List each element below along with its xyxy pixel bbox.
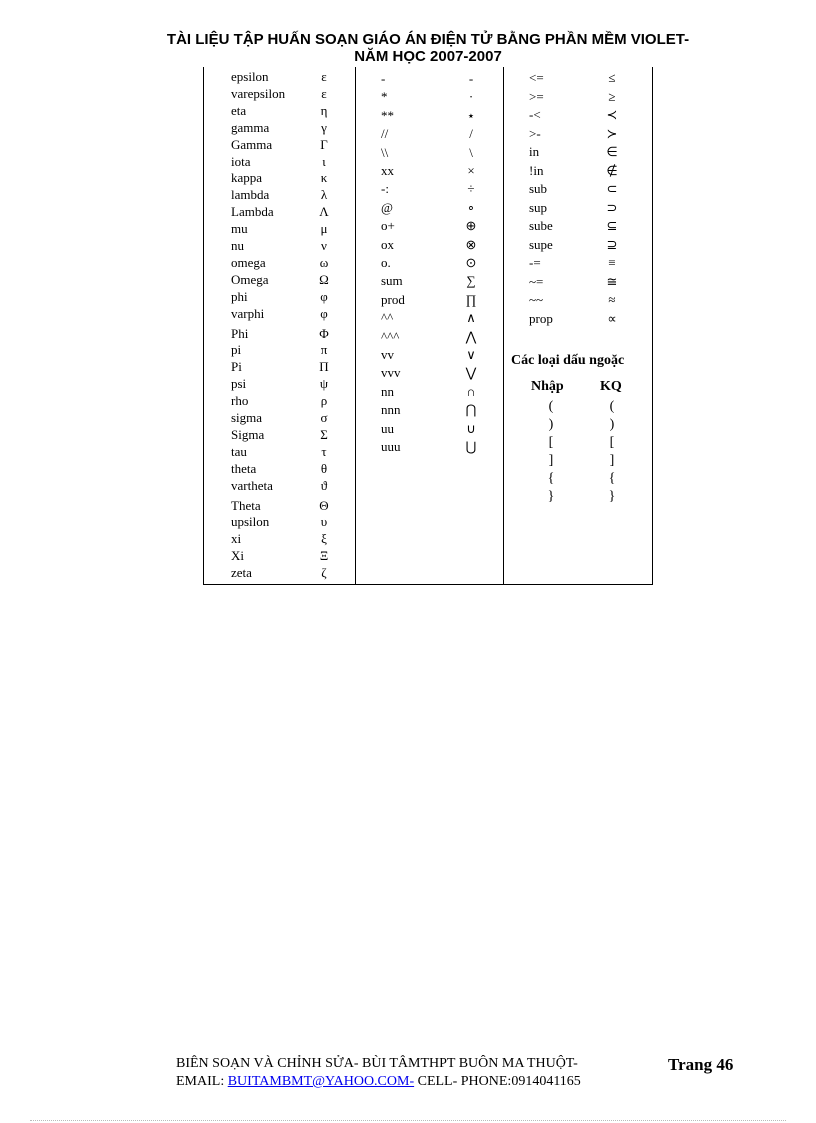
symbol-input: -< — [529, 107, 541, 122]
symbol-input: epsilon — [231, 69, 269, 84]
brackets-title: Các loại dấu ngoặc — [511, 353, 625, 368]
symbol-row — [231, 497, 329, 514]
brackets-result-header: KQ — [600, 379, 622, 394]
bracket-result: } — [608, 489, 616, 504]
symbol-output: γ — [321, 119, 327, 135]
symbol-output: ω — [319, 254, 329, 270]
symbol-output: ξ — [321, 531, 327, 547]
footer-email-link[interactable]: BUITAMBMT@YAHOO.COM- — [227, 1074, 415, 1089]
symbol-output: ⊆ — [606, 218, 618, 233]
symbol-output: ∨ — [466, 347, 476, 362]
bracket-result: ( — [609, 399, 615, 414]
column-divider — [355, 67, 356, 584]
symbol-row — [529, 255, 616, 271]
symbol-row — [381, 71, 474, 87]
symbol-row — [381, 89, 474, 105]
symbol-input: theta — [231, 460, 257, 476]
symbol-output: · — [468, 89, 474, 105]
symbol-output: Ξ — [319, 548, 329, 564]
symbol-row — [231, 426, 328, 443]
symbol-row — [231, 325, 329, 342]
symbol-row — [231, 514, 328, 530]
bracket-result: { — [608, 471, 616, 486]
symbol-output: ≡ — [608, 255, 616, 270]
symbol-output: μ — [320, 221, 328, 237]
symbol-input: xx — [381, 163, 394, 178]
page-number: Trang 46 — [668, 1055, 734, 1074]
symbol-output: ⋆ — [466, 107, 476, 123]
symbol-output: ∏ — [465, 291, 477, 307]
symbol-row — [231, 477, 328, 494]
bracket-input: ) — [548, 417, 554, 432]
page-footer — [176, 1055, 581, 1091]
symbol-output: ∑ — [466, 273, 476, 289]
bracket-input: ( — [548, 399, 554, 414]
symbol-input: ~= — [529, 273, 544, 289]
footer-author: BIÊN SOẠN VÀ CHỈNH SỬA- BÙI TÂMTHPT BUÔN MA THUỘT- — [176, 1056, 578, 1071]
symbol-output: φ — [320, 305, 328, 321]
symbol-row — [529, 218, 618, 234]
symbol-input: upsilon — [231, 514, 270, 530]
symbol-output: κ — [320, 170, 328, 186]
symbol-input: sum — [381, 273, 403, 289]
symbol-output: ν — [321, 238, 327, 253]
symbol-row — [381, 310, 476, 326]
symbol-input: prop — [529, 310, 553, 326]
symbol-row — [381, 163, 475, 179]
symbol-row — [231, 342, 328, 358]
symbol-input: - — [381, 71, 386, 86]
symbol-input: kappa — [231, 170, 263, 186]
symbol-output: ∉ — [606, 162, 618, 178]
symbol-output: ρ — [320, 393, 328, 409]
symbol-input: vv — [381, 347, 394, 362]
symbol-row — [231, 443, 327, 460]
symbol-row — [231, 288, 328, 305]
symbol-output: ⋁ — [465, 365, 477, 381]
symbol-table — [203, 67, 653, 585]
symbol-input: o+ — [381, 218, 395, 234]
symbol-output: Θ — [319, 497, 329, 513]
symbol-row — [231, 102, 328, 119]
symbol-row — [381, 181, 475, 197]
symbol-input: Pi — [231, 359, 242, 375]
symbol-row — [381, 291, 477, 308]
symbol-input: ^^ — [381, 310, 394, 326]
symbol-output: η — [320, 102, 328, 118]
symbol-input: psi — [231, 376, 247, 392]
symbol-input: mu — [231, 221, 248, 237]
symbol-row — [231, 359, 329, 375]
symbol-input: sup — [529, 199, 548, 215]
symbol-output: ⊕ — [465, 218, 477, 234]
symbol-output: × — [467, 163, 475, 178]
symbol-input: xi — [231, 531, 242, 547]
symbol-output: ⊗ — [465, 236, 477, 252]
symbol-row — [529, 236, 618, 253]
symbol-output: \ — [469, 144, 473, 160]
symbol-output: ∈ — [606, 144, 618, 159]
symbol-output: Γ — [320, 136, 328, 152]
symbol-input: -= — [529, 255, 541, 270]
symbol-output: ≥ — [608, 88, 616, 104]
symbol-row — [381, 420, 476, 437]
symbol-row — [529, 292, 616, 308]
symbol-row — [529, 70, 616, 86]
symbol-output: ζ — [321, 565, 327, 581]
symbol-output: Λ — [319, 204, 329, 220]
symbol-input: !in — [529, 162, 544, 178]
symbol-row — [529, 310, 617, 327]
bracket-result: ] — [609, 453, 615, 468]
symbol-input: // — [381, 126, 389, 142]
symbol-output: ≺ — [606, 107, 618, 122]
symbol-row — [529, 125, 618, 142]
symbol-input: prod — [381, 291, 405, 307]
symbol-input: tau — [231, 443, 247, 459]
symbol-row — [231, 221, 328, 237]
page-bottom-divider — [30, 1120, 786, 1121]
bracket-input: ] — [548, 453, 554, 468]
symbol-input: >- — [529, 125, 541, 141]
symbol-input: Phi — [231, 325, 249, 341]
symbol-output: ≅ — [606, 273, 618, 289]
brackets-input-header: Nhập — [531, 379, 564, 394]
symbol-output: ≤ — [608, 70, 616, 85]
symbol-input: vartheta — [231, 477, 273, 493]
symbol-row — [231, 548, 329, 564]
bracket-result: [ — [609, 435, 615, 450]
symbol-row — [529, 107, 618, 123]
header-line-1: TÀI LIỆU TẬP HUẤN SOẠN GIÁO ÁN ĐIỆN TỬ BẰNG PHẦN MỀM VIOLET- — [166, 31, 690, 48]
symbol-row — [231, 531, 327, 547]
header-line-2: NĂM HỌC 2007-2007 — [354, 48, 502, 65]
symbol-output: / — [469, 126, 473, 142]
symbol-output: ∧ — [466, 310, 476, 326]
symbol-output: π — [320, 342, 328, 358]
symbol-row — [231, 85, 327, 102]
bracket-result: ) — [609, 417, 615, 432]
symbol-output: ∪ — [466, 420, 476, 436]
symbol-row — [381, 144, 473, 161]
symbol-row — [529, 199, 618, 216]
symbol-input: Sigma — [231, 426, 265, 442]
symbol-row — [529, 144, 618, 160]
symbol-input: sub — [529, 181, 548, 196]
symbol-row — [381, 383, 476, 400]
symbol-row — [231, 153, 326, 170]
symbol-input: varepsilon — [231, 85, 286, 101]
symbol-input: lambda — [231, 187, 270, 203]
symbol-row — [381, 126, 473, 142]
symbol-row — [231, 119, 327, 136]
symbol-input: phi — [231, 288, 248, 304]
symbol-input: @ — [381, 199, 393, 215]
symbol-row — [529, 273, 618, 290]
symbol-output: ε — [321, 69, 327, 84]
symbol-input: Xi — [231, 548, 244, 564]
symbol-output: ⊇ — [606, 236, 618, 252]
symbol-output: ψ — [319, 376, 329, 392]
symbol-output: ∝ — [607, 310, 617, 326]
symbol-row — [381, 218, 477, 234]
symbol-output: σ — [320, 410, 328, 425]
symbol-output: ι — [322, 153, 326, 169]
symbol-output: λ — [320, 187, 328, 203]
symbol-input: gamma — [231, 119, 270, 135]
symbol-input: Lambda — [231, 204, 274, 220]
symbol-input: ^^^ — [381, 328, 400, 344]
symbol-output: ⋃ — [465, 439, 477, 454]
symbol-output: φ — [320, 288, 328, 304]
symbol-input: zeta — [231, 565, 252, 581]
bracket-input: } — [547, 489, 555, 504]
symbol-input: ~~ — [529, 292, 544, 307]
symbol-output: Φ — [319, 325, 329, 341]
column-divider — [503, 67, 504, 584]
symbol-input: iota — [231, 153, 251, 169]
symbol-row — [381, 439, 477, 455]
symbol-output: ⊙ — [465, 255, 477, 270]
symbol-input: \\ — [381, 144, 389, 160]
symbol-row — [529, 88, 616, 105]
symbol-output: ⊂ — [606, 181, 618, 196]
symbol-input: Omega — [231, 271, 269, 287]
symbol-row — [231, 238, 327, 254]
symbol-input: eta — [231, 102, 247, 118]
symbol-output: ⋂ — [465, 402, 477, 418]
symbol-input: pi — [231, 342, 242, 358]
symbol-input: vvv — [381, 365, 401, 381]
symbol-row — [231, 136, 328, 153]
symbol-row — [529, 181, 618, 197]
symbol-input: nn — [381, 383, 394, 399]
symbol-input: rho — [231, 393, 249, 409]
symbol-input: nnn — [381, 402, 401, 418]
symbol-input: uu — [381, 420, 394, 436]
symbol-output: θ — [320, 460, 328, 476]
symbol-row — [381, 402, 477, 418]
symbol-output: Ω — [319, 271, 329, 287]
symbol-row — [381, 328, 477, 345]
symbol-row — [231, 187, 328, 203]
symbol-row — [231, 254, 329, 271]
footer-email-label: EMAIL: — [176, 1074, 225, 1089]
page-header — [0, 31, 816, 65]
symbol-row — [381, 199, 476, 216]
symbol-row — [381, 107, 476, 124]
symbol-output: ∘ — [466, 199, 476, 215]
symbol-input: -: — [381, 181, 389, 197]
symbol-row — [381, 273, 476, 289]
symbol-output: ⋀ — [465, 328, 477, 344]
symbol-row — [231, 460, 328, 477]
symbol-input: Gamma — [231, 136, 273, 152]
symbol-row — [231, 170, 328, 186]
symbol-row — [381, 347, 476, 363]
footer-phone: CELL- PHONE:0914041165 — [417, 1074, 581, 1089]
symbol-input: o. — [381, 255, 391, 270]
symbol-output: ≈ — [608, 292, 616, 307]
symbol-output: υ — [320, 514, 328, 530]
symbol-input: uuu — [381, 439, 401, 454]
symbol-output: τ — [321, 443, 327, 459]
symbol-input: ** — [381, 107, 394, 123]
symbol-output: ⊃ — [606, 199, 618, 215]
symbol-row — [381, 365, 477, 381]
symbol-row — [231, 305, 328, 322]
symbol-row — [231, 376, 329, 392]
symbol-input: >= — [529, 88, 544, 104]
symbol-row — [231, 69, 327, 85]
bracket-input: { — [547, 471, 555, 486]
symbol-input: omega — [231, 254, 266, 270]
symbol-output: ≻ — [606, 125, 618, 141]
symbol-output: - — [468, 71, 474, 86]
symbol-input: Theta — [231, 497, 261, 513]
symbol-input: <= — [529, 70, 544, 85]
symbol-output: Σ — [320, 426, 328, 442]
symbol-row — [381, 255, 477, 271]
symbol-row — [231, 393, 328, 409]
symbol-row — [529, 162, 618, 179]
symbol-output: ∩ — [466, 383, 476, 399]
symbol-input: nu — [231, 238, 244, 253]
symbol-input: sigma — [231, 410, 263, 425]
symbol-input: in — [529, 144, 540, 159]
bracket-input: [ — [548, 435, 554, 450]
symbol-row — [231, 410, 328, 426]
symbol-output: Π — [319, 359, 329, 375]
symbol-output: ÷ — [467, 181, 475, 197]
symbol-input: supe — [529, 236, 553, 252]
symbol-row — [381, 236, 477, 253]
symbol-output: ϑ — [320, 477, 328, 493]
symbol-row — [231, 565, 327, 581]
symbol-input: sube — [529, 218, 553, 233]
symbol-input: * — [381, 89, 388, 105]
symbol-input: varphi — [231, 305, 265, 321]
symbol-output: ε — [321, 85, 327, 101]
symbol-row — [231, 271, 329, 288]
symbol-row — [231, 204, 329, 220]
symbol-input: ox — [381, 236, 394, 252]
